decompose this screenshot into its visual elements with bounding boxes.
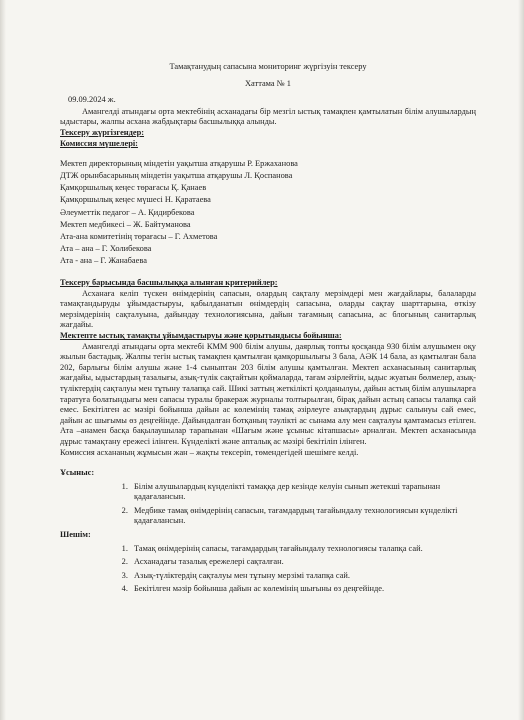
conclusion-paragraph: Комиссия асхананың жұмысын жан – жақты тексеріп, төмендегідей шешімге келді. xyxy=(60,447,359,457)
protocol-number: Хаттама № 1 xyxy=(244,78,291,88)
decision-item: 4. Бекітілген мәзір бойынша дайын ас көлемінің шығыны өз деңгейінде. xyxy=(130,584,476,595)
document-title: Тамақтанудың сапасына мониторинг жүргізуін тексеру xyxy=(169,62,367,71)
decision-heading: Шешім: xyxy=(60,530,91,540)
member-item: Қамқоршылық кеңес мүшесі Н. Қаратаева xyxy=(60,195,211,205)
member-item: Әлеуметтік педагог – А. Қидирбекова xyxy=(60,207,195,217)
member-item: Мектеп директорының міндетін уақытша атқарушы Р. Ержаханова xyxy=(60,159,298,169)
recommendation-item: 1. Білім алушылардың күнделікті тамаққа дер кезінде келуін сынып жетекші тарапынан қадағалансын. xyxy=(130,482,476,503)
decision-item: 2. Асханадағы тазалық ережелері сақталған. xyxy=(130,557,476,568)
member-item: Ата - ана – Г. Жанабаева xyxy=(60,255,147,265)
intro-paragraph: Амангелді атындағы орта мектебінің асханадағы бір мезгіл ыстық тамақпен қамтылатын білім алушылардың ыдыстары, жалпы асхана жабдықтары басшылыққа алынды. xyxy=(60,106,476,127)
member-item: ДТЖ орынбасарының міндетін уақытша атқарушы Л. Қоспанова xyxy=(60,171,293,181)
decision-item: 3. Азық-түліктердің сақталуы мен тұтыну мерзімі талапқа сай. xyxy=(130,571,476,582)
recommendation-item: 2. Медбике тамақ өнімдерінің сапасын, тағамдардың тағайындалу технологиясын күнделікті қадағалансын. xyxy=(130,506,476,527)
member-item: Ата-ана комитетінің төрағасы – Г. Ахметова xyxy=(60,231,218,241)
organization-heading: Мектепте ыстық тамақты ұйымдастыруы және қорытындысы бойынша: xyxy=(60,330,342,340)
document-date: 09.09.2024 ж. xyxy=(68,95,116,105)
member-item: Қамқоршылық кеңес төрағасы Қ. Қанаев xyxy=(60,183,207,193)
commission-heading: Комиссия мүшелері: xyxy=(60,138,138,148)
member-item: Мектеп медбикесі – Ж. Байтуманова xyxy=(60,219,191,229)
decisions-list xyxy=(60,544,476,595)
decision-item: 1. Тамақ өнімдерінің сапасы, тағамдардың тағайындалу технологиясы талапқа сай. xyxy=(130,544,476,555)
recommendations-heading: Ұсыныс: xyxy=(60,468,95,478)
page-edge-shadow xyxy=(518,0,524,720)
criteria-heading: Тексеру барысында басшылыққа алынған критерийлер: xyxy=(60,278,278,287)
inspectors-heading: Тексеру жүргізгендер: xyxy=(60,127,145,137)
page-edge-shadow xyxy=(0,0,6,720)
organization-paragraph: Амангелді атындағы орта мектебі КММ 900 білім алушы, даярлық топты қосқанда 930 білім алушымен оқу жылын бастадық. Жалпы тегін ыстық тамақпен қамтылған қамқоршылығы 3 бала, АӘК 14 бала, аз қамтылған бала 202, барлығы білім алушы және 1-4 сыныптан 203 білім алушы қамтылған. Мектеп асханасының санитарлық жағдайы, ыдыстардың тазалығы, азық-түлік сақтайтын қоймаларда, тағам әзірлейтін, ыдыс жуатын бөлмелер, азық-түліктердің сақталуы мен тұтыну талапқа сай. Шикі заттың жеткілікті қолданылуы, дайын астың білім алушыларға таратуға болатындығы мен сапасы туралы бракераж журналы толтырылған, бірақ дайын астың сапасы талапқа сай емес. Бекітілген ас мәзірі бойынша дайын ас көлемінің тамақ әзірлеуге азықтардың дұрыс салынуы сай емес, дайын ас шығымы өз деңгейінде. Дайындалған ботқаның тәулікті ас сынама алу мен сақталуы қамтамасыз етілген. Ата –анамен басқа бақылаушылар тарапынан «Шағым және ұсыныс кітапшасы» арналған. Мектеп асханасында дұрыс тамақтану ережесі ілінген. Күнделікті және апталық ас мәзірі бекітіліп ілінген. xyxy=(60,341,476,446)
commission-members-list xyxy=(60,159,476,266)
criteria-paragraph: Асханаға келіп түскен өнімдерінің сапасын, олардың сақталу мерзімдері мен жағдайлары, балаларды тамақтандыруды ұйымдастыруы, қабылданатын өнімдердің сапасына, оларды сақтау шарттарына, өткізу мерзімдерінің сақталуына, дайындау технологиясына, дайын тағамның сапасына, ас блогының санитарлық жағдайы. xyxy=(60,288,476,330)
recommendations-list xyxy=(60,482,476,527)
member-item: Ата – ана – Г. Холибекова xyxy=(60,243,152,253)
